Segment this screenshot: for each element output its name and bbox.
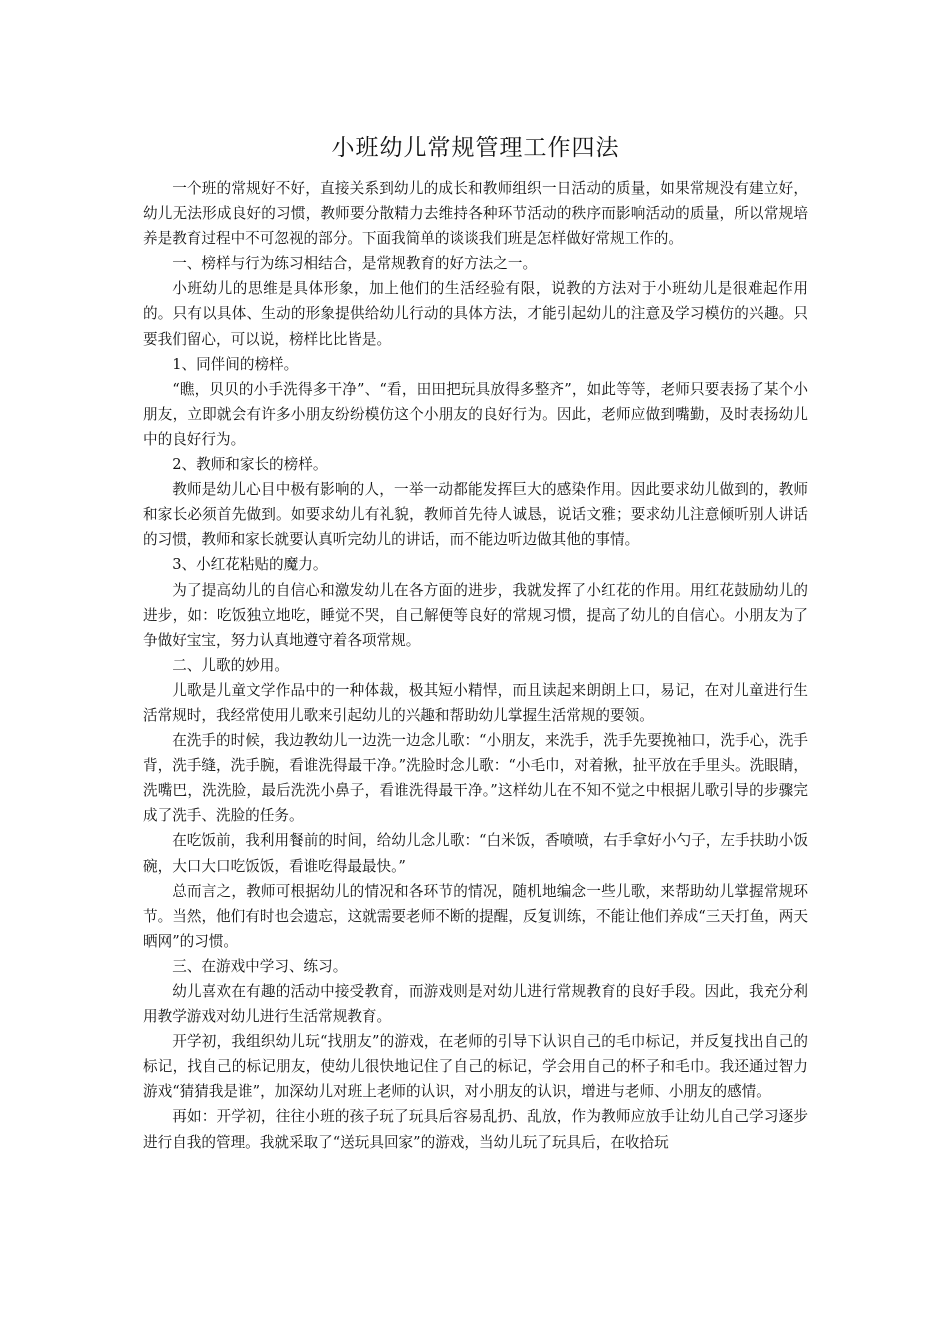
intro-paragraph: 一个班的常规好不好，直接关系到幼儿的成长和教师组织一日活动的质量，如果常规没有建立好，幼儿无法形成良好的习惯，教师要分散精力去维持各种环节活动的秩序而影响活动的质量，所以常规培养是教育过程中不可忽视的部分。下面我简单的谈谈我们班是怎样做好常规工作的。 <box>143 180 808 248</box>
body-paragraph: 教师是幼儿心目中极有影响的人，一举一动都能发挥巨大的感染作用。因此要求幼儿做到的，教师和家长必须首先做到。如要求幼儿有礼貌，教师首先待人诚恳，说话文雅；要求幼儿注意倾听别人讲话的习惯，教师和家长就要认真听完幼儿的讲话，而不能边听边做其他的事情。 <box>143 481 808 549</box>
section-heading-3: 三、在游戏中学习、练习。 <box>172 957 348 975</box>
document-page <box>143 128 808 1155</box>
document-title: 小班幼儿常规管理工作四法 <box>331 135 620 161</box>
body-paragraph: 在吃饭前，我利用餐前的时间，给幼儿念儿歌：“白米饭，香喷喷，右手拿好小勺子，左手扶助小饭碗，大口大口吃饭饭，看谁吃得最最快。” <box>143 832 808 875</box>
document-body <box>143 176 808 1155</box>
body-paragraph: 小班幼儿的思维是具体形象，加上他们的生活经验有限，说教的方法对于小班幼儿是很难起作用的。只有以具体、生动的形象提供给幼儿行动的具体方法，才能引起幼儿的注意及学习模仿的兴趣。只要我们留心，可以说，榜样比比皆是。 <box>143 280 808 348</box>
body-paragraph: 总而言之，教师可根据幼儿的情况和各环节的情况，随机地编念一些儿歌，来帮助幼儿掌握常规环节。当然，他们有时也会遗忘，这就需要老师不断的提醒，反复训练，不能让他们养成“三天打鱼，两天晒网”的习惯。 <box>143 882 808 950</box>
body-paragraph: 再如：开学初，往往小班的孩子玩了玩具后容易乱扔、乱放，作为教师应放手让幼儿自己学习逐步进行自我的管理。我就采取了“送玩具回家”的游戏，当幼儿玩了玩具后，在收拾玩 <box>143 1108 808 1151</box>
subheading-1-3: 3、小红花粘贴的魔力。 <box>172 556 328 574</box>
body-paragraph: 幼儿喜欢在有趣的活动中接受教育，而游戏则是对幼儿进行常规教育的良好手段。因此，我充分利用教学游戏对幼儿进行生活常规教育。 <box>143 983 808 1026</box>
body-paragraph: 儿歌是儿童文学作品中的一种体裁，极其短小精悍，而且读起来朗朗上口，易记，在对儿童进行生活常规时，我经常使用儿歌来引起幼儿的兴趣和帮助幼儿掌握生活常规的要领。 <box>143 681 808 724</box>
section-heading-1: 一、榜样与行为练习相结合，是常规教育的好方法之一。 <box>172 255 538 273</box>
body-paragraph: 开学初，我组织幼儿玩“找朋友”的游戏，在老师的引导下认识自己的毛巾标记，并反复找出自己的标记，找自己的标记朋友，使幼儿很快地记住了自己的标记，学会用自己的杯子和毛巾。我还通过智力游戏“猜猜我是谁”，加深幼儿对班上老师的认识，对小朋友的认识，增进与老师、小朋友的感情。 <box>143 1033 808 1101</box>
body-paragraph: 为了提高幼儿的自信心和激发幼儿在各方面的进步，我就发挥了小红花的作用。用红花鼓励幼儿的进步，如：吃饭独立地吃，睡觉不哭，自己解便等良好的常规习惯，提高了幼儿的自信心。小朋友为了争做好宝宝，努力认真地遵守着各项常规。 <box>143 581 808 649</box>
section-heading-2: 二、儿歌的妙用。 <box>172 656 289 674</box>
subheading-1-2: 2、教师和家长的榜样。 <box>172 456 328 474</box>
body-paragraph: 在洗手的时候，我边教幼儿一边洗一边念儿歌：“小朋友，来洗手，洗手先要挽袖口，洗手心，洗手背，洗手缝，洗手腕，看谁洗得最干净。”洗脸时念儿歌：“小毛巾，对着揪，扯平放在手里头。洗眼睛，洗嘴巴，洗洗脸，最后洗洗小鼻子，看谁洗得最干净。”这样幼儿在不知不觉之中根据儿歌引导的步骤完成了洗手、洗脸的任务。 <box>143 732 808 825</box>
body-paragraph: “瞧，贝贝的小手洗得多干净”、“看，田田把玩具放得多整齐”，如此等等，老师只要表扬了某个小朋友，立即就会有许多小朋友纷纷模仿这个小朋友的良好行为。因此，老师应做到嘴勤，及时表扬幼儿中的良好行为。 <box>143 380 808 448</box>
subheading-1-1: 1、同伴间的榜样。 <box>172 355 299 373</box>
